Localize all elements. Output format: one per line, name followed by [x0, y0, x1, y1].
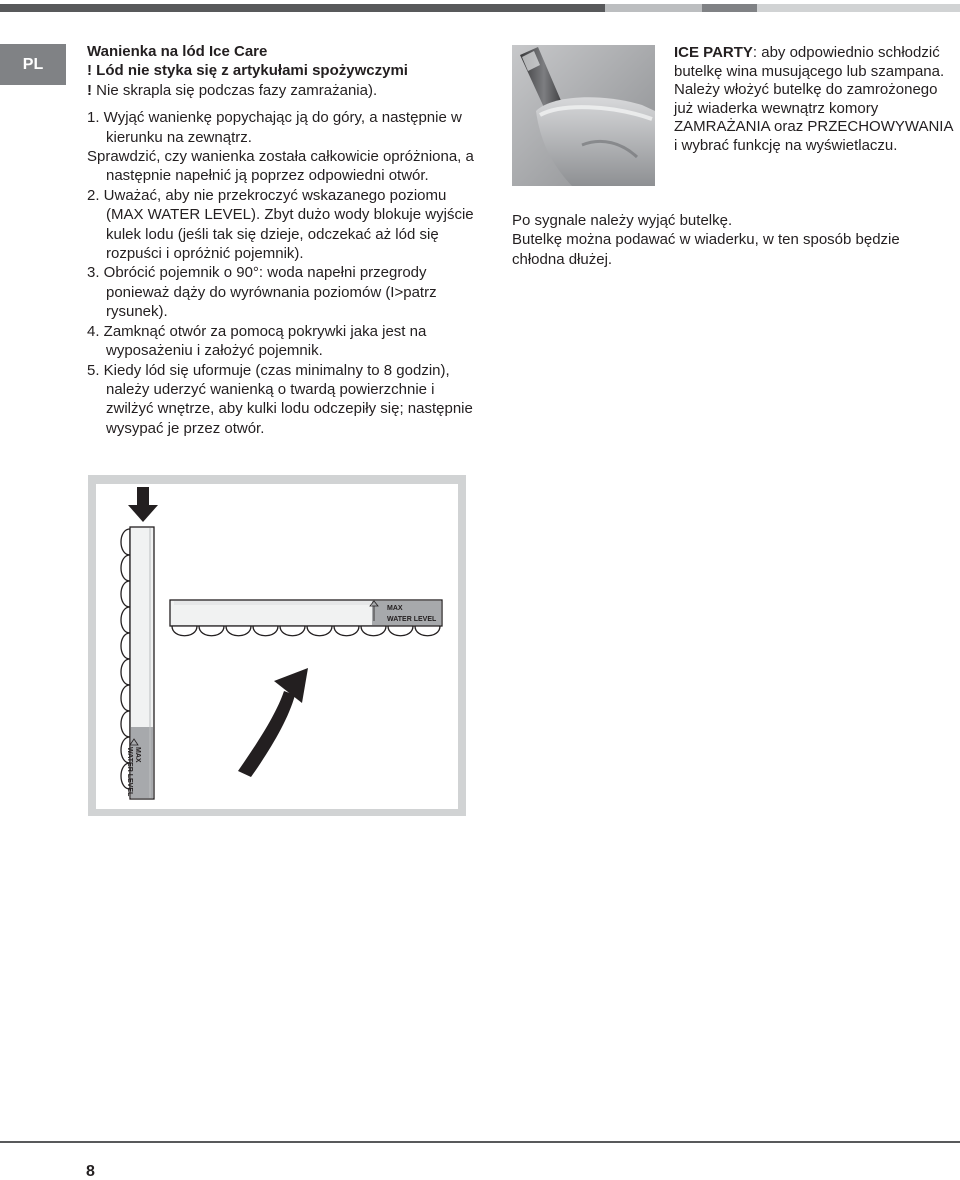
step-item: 1. Wyjąć wanienkę popychając ją do góry, a następnie w kierunku na zewnątrz.: [87, 109, 462, 146]
step-item: 3. Obrócić pojemnik o 90°: woda napełni przegrody ponieważ dąży do wyrównania poziomów (I>patrz rysunek).: [87, 264, 437, 321]
header-bar-mid: [702, 4, 757, 12]
max-label-horizontal: MAX: [387, 605, 403, 612]
warning-mark: !: [87, 62, 92, 80]
ice-party-paragraph: [674, 44, 954, 156]
header-bar-light: [605, 4, 702, 12]
header-bar-dark: [0, 4, 605, 12]
warning-line-1: [87, 61, 482, 80]
warning-text-1: Lód nie styka się z artykułami spożywczymi: [96, 62, 408, 80]
champagne-bottle-photo: [512, 45, 655, 186]
section-title: Wanienka na lód Ice Care: [87, 43, 268, 60]
step-item: Sprawdzić, czy wanienka została całkowicie opróżniona, a następnie napełnić ją poprzez odpowiedni otwór.: [87, 148, 474, 185]
header-bar-pale: [757, 4, 960, 12]
step-item: 2. Uważać, aby nie przekroczyć wskazanego poziomu (MAX WATER LEVEL). Zbyt dużo wody blokuje wyjście kulek lodu (jeśli tak się dzieje, odczekać aż lód się rozpuści i opróżnić pojemnik).: [87, 186, 474, 263]
step-item: 4. Zamknąć otwór za pomocą pokrywki jaka jest na wyposażeniu i założyć pojemnik.: [87, 322, 427, 360]
max-label-vertical: MAX: [134, 747, 141, 763]
warning-line-2: [87, 81, 482, 100]
water-level-label-vertical: WATER LEVEL: [126, 747, 133, 797]
ice-party-continuation: [512, 211, 932, 269]
ice-party-line-3: Butelkę można podawać w wiaderku, w ten sposób będzie chłodna dłużej.: [512, 231, 900, 268]
steps-list: [87, 108, 482, 438]
ice-tray-diagram: [88, 475, 466, 816]
step-item: 5. Kiedy lód się uformuje (czas minimalny to 8 godzin), należy uderzyć wanienką o twardą powierzchnie i zwilżyć wnętrze, aby kulki lodu odczepiły się; następnie wysypać je przez otwór.: [87, 361, 473, 437]
warning-text-2: Nie skrapla się podczas fazy zamrażania).: [96, 81, 378, 99]
water-level-label-horizontal: WATER LEVEL: [387, 616, 437, 623]
footer-divider: [0, 1141, 960, 1143]
language-tab: PL: [0, 44, 66, 85]
warning-mark: !: [87, 81, 92, 99]
page-number: 8: [86, 1163, 95, 1180]
ice-party-text: : aby odpowiednio schłodzić butelkę wina musującego lub szampana. Należy włożyć butelkę do zamrożonego już wiaderka wewnątrz komory ZAMRAŻANIA oraz PRZECHOWYWANIA i wybrać funkcję na wyświetlaczu.: [674, 44, 953, 154]
ice-party-line-2: Po sygnale należy wyjąć butelkę.: [512, 212, 733, 229]
vertical-ice-tray: [121, 527, 154, 799]
ice-party-title: ICE PARTY: [674, 44, 753, 61]
ice-care-section: [87, 42, 482, 438]
